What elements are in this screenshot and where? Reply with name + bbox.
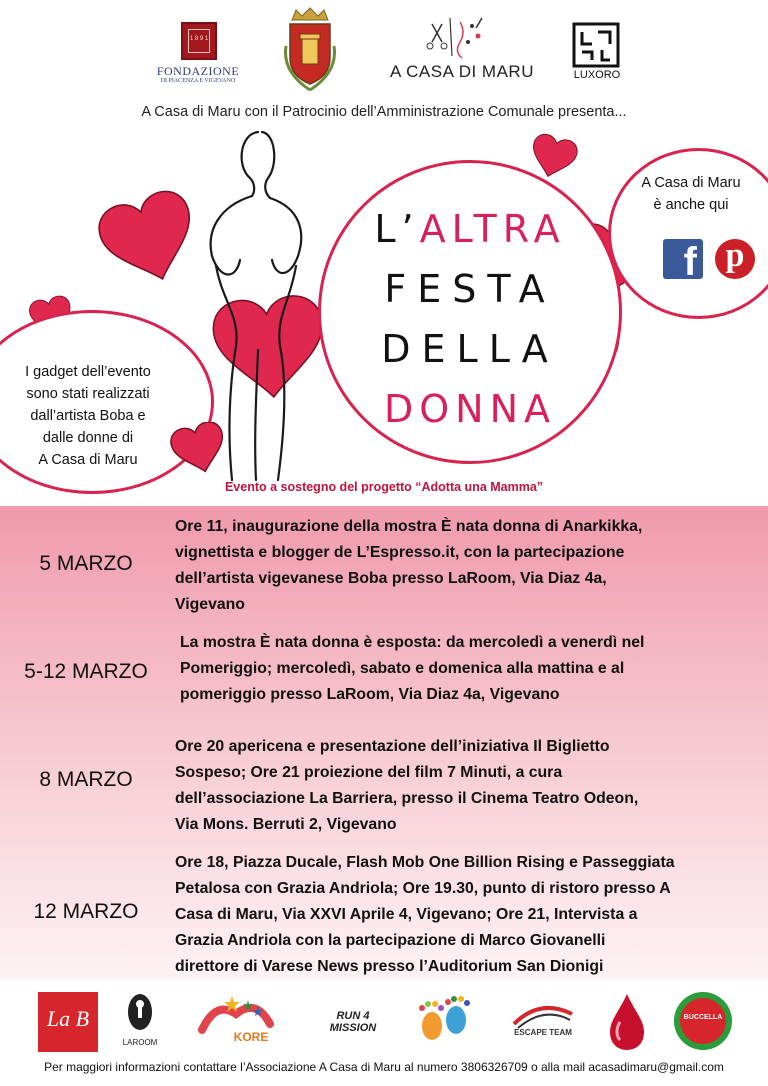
schedule-panel — [0, 506, 768, 980]
title-line-3: DELLA — [381, 327, 559, 371]
title-circle — [318, 160, 622, 464]
fondazione-subtitle: DI PIACENZA E VIGEVANO — [160, 78, 236, 84]
sewing-tools-icon — [386, 12, 538, 62]
facebook-icon[interactable] — [663, 239, 703, 279]
title-line-1: L’ALTRA — [374, 207, 566, 251]
heart-icon — [93, 185, 206, 293]
escape-team-logo — [510, 1000, 576, 1044]
run4mission-logo: RUN 4 MISSION — [329, 1010, 377, 1034]
title-line-2: FESTA — [384, 267, 556, 311]
gadget-text: I gadget dell’evento sono stati realizzati dall’artista Boba e dalle donne di A Casa di Maru — [25, 364, 151, 468]
schedule-description: Ore 18, Piazza Ducale, Flash Mob One Billion Rising e Passeggiata Petalosa con Grazia Andriola; Ore 19.30, punto di ristoro presso A Casa di Maru, Via XXVI Aprile 4, Vigevano; Ore 21, Intervista a Grazia Andriola con la partecipazione di Marco Giovanelli direttore di Varese News presso l’Auditorium San Dionigi — [175, 854, 675, 975]
blood-drop-icon — [606, 992, 648, 1052]
schedule-date: 5 MARZO — [39, 552, 133, 575]
schedule-date: 5-12 MARZO — [24, 660, 148, 683]
fondazione-logo — [148, 22, 248, 88]
laroom-wordmark: LAROOM — [122, 1038, 158, 1047]
title-line-4: DONNA — [383, 387, 557, 431]
footer-contact: Per maggiori informazioni contattare l’Associazione A Casa di Maru al numero 3806326709 o alla mail acasadimaru@gmail.com — [44, 1060, 724, 1074]
schedule-description: Ore 11, inaugurazione della mostra È nata donna di Anarkikka, vignettista e blogger de L’Espresso.it, con la partecipazione dell’artista vigevanese Boba presso LaRoom, Via Diaz 4a, Vigevano — [175, 518, 643, 613]
support-line: Evento a sostegno del progetto “Adotta una Mamma” — [224, 480, 544, 494]
heart-icon — [168, 422, 226, 474]
pinterest-icon[interactable] — [715, 239, 755, 279]
footprints-icon — [412, 996, 478, 1048]
pinterest-glyph: p — [725, 239, 745, 274]
casa-di-maru-wordmark: A CASA DI MARU — [390, 62, 534, 81]
schedule-description: Ore 20 apericena e presentazione dell’iniziativa Il Biglietto Sospeso; Ore 21 proiezione del film 7 Minuti, a cura dell’associazione La Barriera, presso il Cinema Teatro Odeon, Via Mons. Berruti 2, Vigevano — [175, 738, 639, 833]
blood-drop-logo — [606, 992, 648, 1052]
schedule-date: 8 MARZO — [39, 768, 133, 791]
schedule-row — [0, 630, 768, 710]
luxoro-wordmark: LUXORO — [573, 69, 621, 81]
heart-icon — [211, 294, 328, 402]
schedule-row — [0, 734, 768, 840]
social-text-1: A Casa di Maru — [641, 175, 741, 191]
schedule-date: 12 MARZO — [33, 900, 139, 923]
facebook-glyph: f — [683, 240, 697, 279]
fondazione-badge — [181, 22, 217, 60]
luxoro-logo — [572, 22, 624, 86]
luxoro-mark-icon — [572, 22, 620, 68]
schedule-row — [0, 850, 768, 980]
kore-wordmark: KORE — [233, 1030, 269, 1044]
comune-crest-logo — [282, 6, 338, 92]
schedule-description: La mostra È nata donna è esposta: da mercoledì a venerdì nel Pomeriggio; mercoledì, sabato e domenica alla mattina e al pomeriggio presso LaRoom, Via Diaz 4a, Vigevano — [180, 634, 645, 703]
labroom-logo — [38, 992, 98, 1052]
laroom-logo — [124, 992, 156, 1052]
escape-team-wordmark: ESCAPE TEAM — [514, 1028, 572, 1037]
title-highlight: ALTRA — [419, 207, 566, 251]
keyhole-icon — [124, 992, 156, 1038]
buccella-logo — [674, 992, 732, 1050]
buccella-wordmark: BUCCELLA — [683, 1014, 723, 1021]
schedule-row — [0, 514, 768, 620]
sponsor-line: A Casa di Maru con il Patrocinio dell’Amministrazione Comunale presenta... — [141, 104, 627, 120]
social-text-2: è anche qui — [653, 197, 729, 213]
escape-team-icon — [510, 1000, 576, 1030]
casa-di-maru-logo — [386, 12, 538, 88]
labroom-logo-text: La B — [46, 1006, 90, 1031]
fondazione-name: FONDAZIONE — [156, 64, 240, 78]
fondazione-badge-text: 1 8 9 1 — [189, 36, 209, 42]
kore-logo — [196, 994, 276, 1050]
footprints-logo — [412, 996, 478, 1048]
kore-stars-icon — [196, 994, 276, 1034]
